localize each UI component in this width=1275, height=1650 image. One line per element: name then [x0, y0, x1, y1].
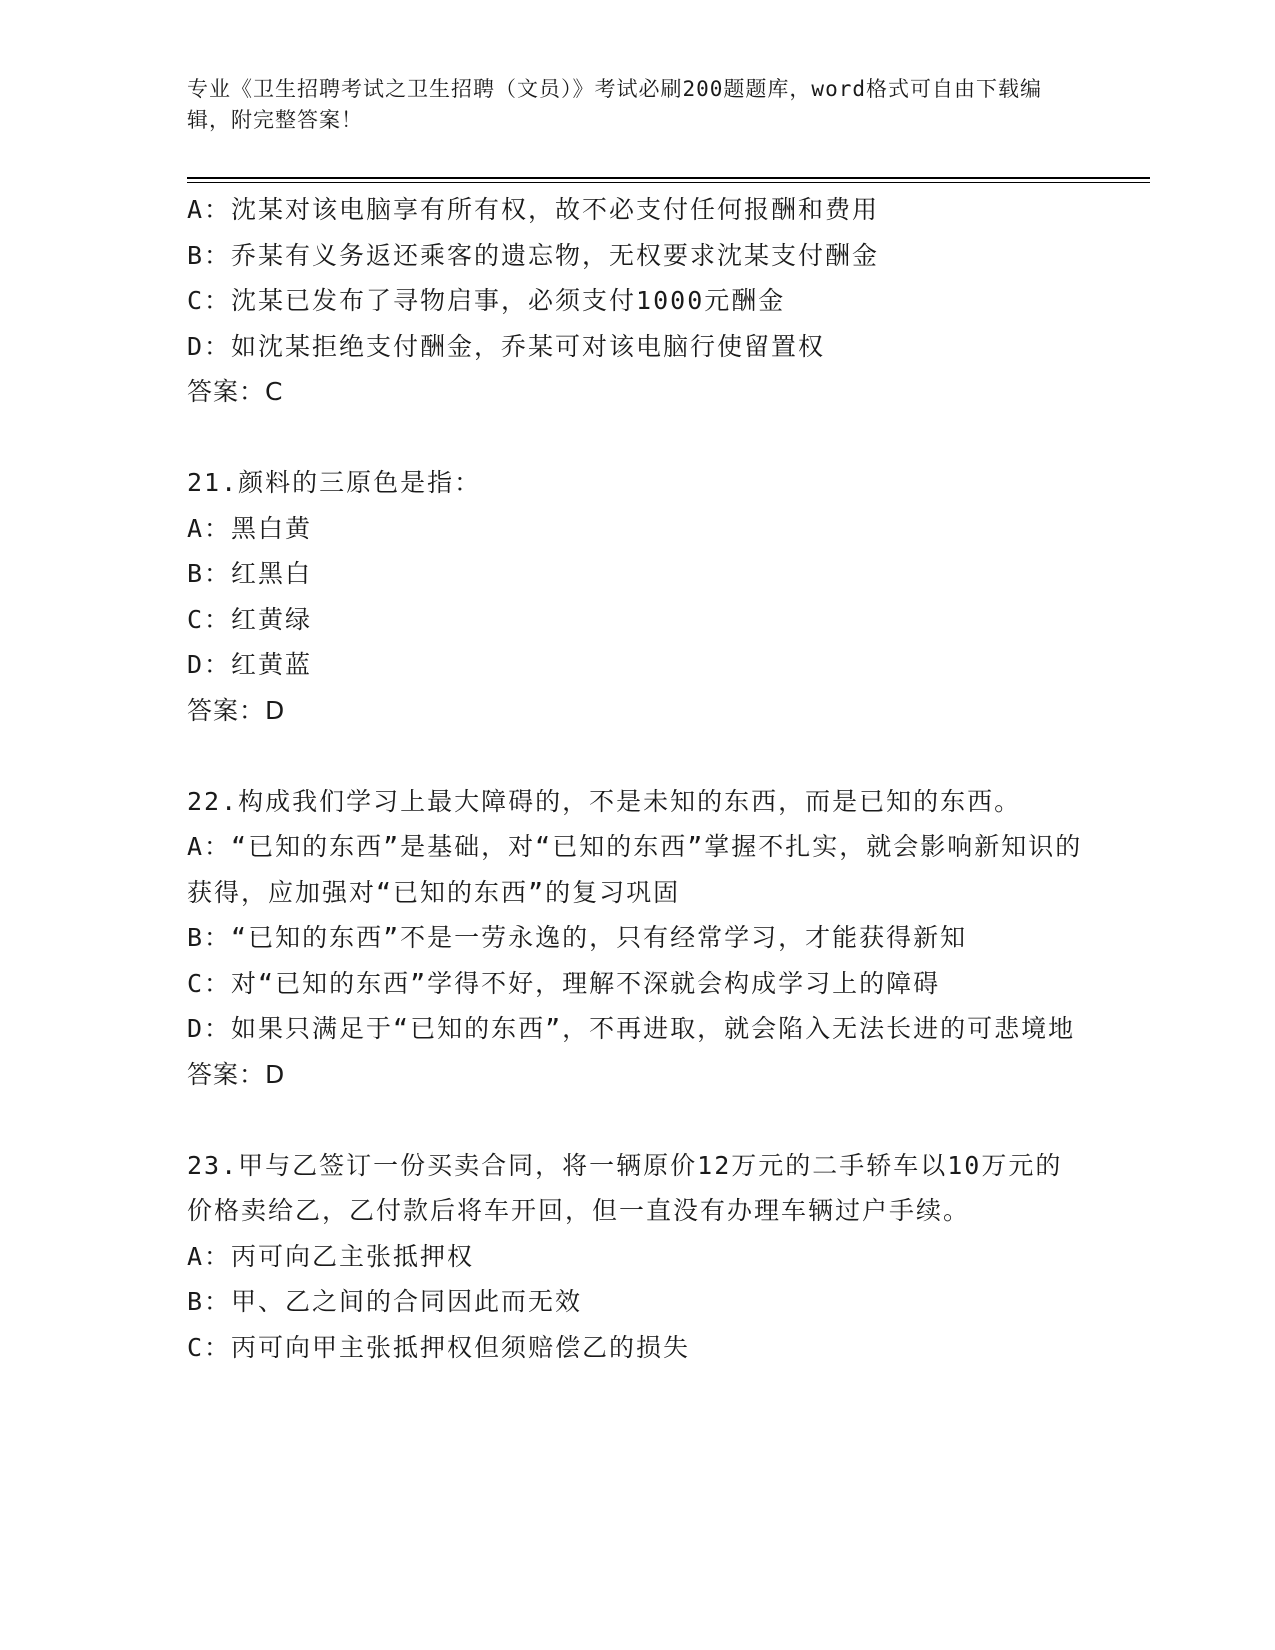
- option-d: D：如果只满足于“已知的东西”，不再进取，就会陷入无法长进的可悲境地: [187, 1014, 1076, 1043]
- option-a: A：沈某对该电脑享有所有权，故不必支付任何报酬和费用: [187, 195, 880, 224]
- option-b: B：甲、乙之间的合同因此而无效: [187, 1287, 583, 1316]
- option-a: A：丙可向乙主张抵押权: [187, 1241, 475, 1271]
- option-c: C：对“已知的东西”学得不好，理解不深就会构成学习上的障碍: [187, 968, 941, 998]
- question-gap: [187, 415, 1087, 461]
- option-c: C：丙可向甲主张抵押权但须赔偿乙的损失: [187, 1332, 691, 1362]
- option-a: A：“已知的东西”是基础，对“已知的东西”掌握不扎实，就会影响新知识的获得，应加强对“已知的东西”的复习巩固: [187, 832, 1083, 907]
- question-gap: [187, 1097, 1087, 1143]
- question-20: [187, 187, 1087, 415]
- document-title: 专业《卫生招聘考试之卫生招聘（文员）》考试必刷200题题库，word格式可自由下载编辑，附完整答案！: [187, 77, 1042, 132]
- question-21: [187, 460, 1087, 733]
- question-22: [187, 779, 1087, 1098]
- option-b: B：红黑白: [187, 559, 313, 588]
- option-d: D：如沈某拒绝支付酬金，乔某可对该电脑行使留置权: [187, 331, 826, 361]
- question-23: [187, 1143, 1087, 1371]
- question-stem: 21.颜料的三原色是指：: [187, 468, 482, 497]
- question-list: [187, 187, 1087, 1370]
- question-gap: [187, 733, 1087, 779]
- header-divider-thin: [187, 182, 1150, 183]
- answer: 答案：D: [187, 695, 286, 725]
- question-stem: 23.甲与乙签订一份买卖合同，将一辆原价12万元的二手轿车以10万元的价格卖给乙，乙付款后将车开回，但一直没有办理车辆过户手续。: [187, 1150, 1063, 1225]
- answer: 答案：D: [187, 1059, 286, 1089]
- option-c: C：红黄绿: [187, 604, 313, 634]
- header-divider-thick: [187, 177, 1150, 179]
- answer: 答案：C: [187, 377, 284, 406]
- option-c: C：沈某已发布了寻物启事，必须支付1000元酬金: [187, 286, 786, 315]
- option-b: B：乔某有义务返还乘客的遗忘物，无权要求沈某支付酬金: [187, 240, 880, 270]
- question-stem: 22.构成我们学习上最大障碍的，不是未知的东西，而是已知的东西。: [187, 786, 1022, 816]
- document-header: [187, 74, 1067, 136]
- option-b: B：“已知的东西”不是一劳永逸的，只有经常学习，才能获得新知: [187, 923, 968, 952]
- option-a: A：黑白黄: [187, 513, 313, 543]
- option-d: D：红黄蓝: [187, 650, 313, 679]
